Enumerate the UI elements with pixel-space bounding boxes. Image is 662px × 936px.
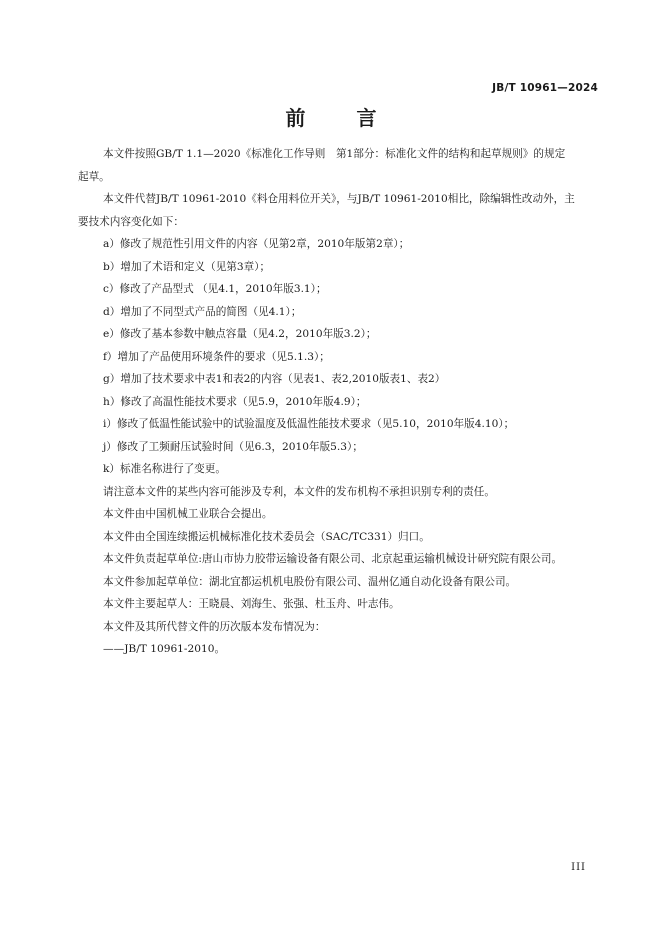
change-item: h）修改了高温性能技术要求（见5.9，2010年版4.9）； <box>103 395 367 408</box>
change-item: j）修改了工频耐压试验时间（见6.3，2010年版5.3）； <box>103 440 363 453</box>
drafting-units-participating: 本文件参加起草单位：湖北宜都运机机电股份有限公司、温州亿通自动化设备有限公司。 <box>103 575 517 588</box>
paragraph-replacement-line1: 本文件代替JB/T 10961-2010《料仓用料位开关》，与JB/T 10961-2010相比，除编辑性改动外，主 <box>103 193 575 205</box>
proposed-by: 本文件由中国机械工业联合会提出。 <box>103 508 273 520</box>
history-item: ——JB/T 10961-2010。 <box>103 643 226 655</box>
standard-number: JB/T 10961—2024 <box>492 82 598 94</box>
change-item: b）增加了术语和定义（见第3章）； <box>103 260 271 273</box>
paragraph-drafting-rules-line1: 本文件按照GB/T 1.1—2020《标准化工作导则 第1部分：标准化文件的结构和起草规则》的规定 <box>103 148 566 160</box>
page-title: 前 言 <box>285 106 399 130</box>
page-number: III <box>571 862 586 873</box>
change-item: e）修改了基本参数中触点容量（见4.2，2010年版3.2）； <box>103 328 377 340</box>
main-drafters: 本文件主要起草人：王晓晨、刘海生、张强、杜玉舟、叶志伟。 <box>103 598 400 610</box>
paragraph-replacement-line2: 要技术内容变化如下： <box>78 215 184 228</box>
patent-notice: 请注意本文件的某些内容可能涉及专利，本文件的发布机构不承担识别专利的责任。 <box>103 485 495 498</box>
change-item: f）增加了产品使用环境条件的要求（见5.1.3）； <box>103 350 330 363</box>
change-item: k）标准名称进行了变更。 <box>103 463 226 475</box>
foreword-body <box>78 143 600 661</box>
history-intro: 本文件及其所代替文件的历次版本发布情况为： <box>103 620 326 633</box>
change-item: d）增加了不同型式产品的简图（见4.1）； <box>103 305 302 318</box>
change-item: a）修改了规范性引用文件的内容（见第2章，2010年版第2章）； <box>103 238 410 250</box>
change-item: i）修改了低温性能试验中的试验温度及低温性能技术要求（见5.10，2010年版4.10）； <box>103 418 515 430</box>
change-item: g）增加了技术要求中表1和表2的内容（见表1、表2,2010版表1、表2） <box>103 373 446 385</box>
drafting-units-lead: 本文件负责起草单位:唐山市协力胶带运输设备有限公司、北京起重运输机械设计研究院有限公司。 <box>103 553 563 565</box>
change-item: c）修改了产品型式 （见4.1，2010年版3.1）； <box>103 283 327 295</box>
centralized-by: 本文件由全国连续搬运机械标准化技术委员会（SAC/TC331）归口。 <box>103 530 430 543</box>
paragraph-drafting-rules-line2: 起草。 <box>78 170 110 183</box>
